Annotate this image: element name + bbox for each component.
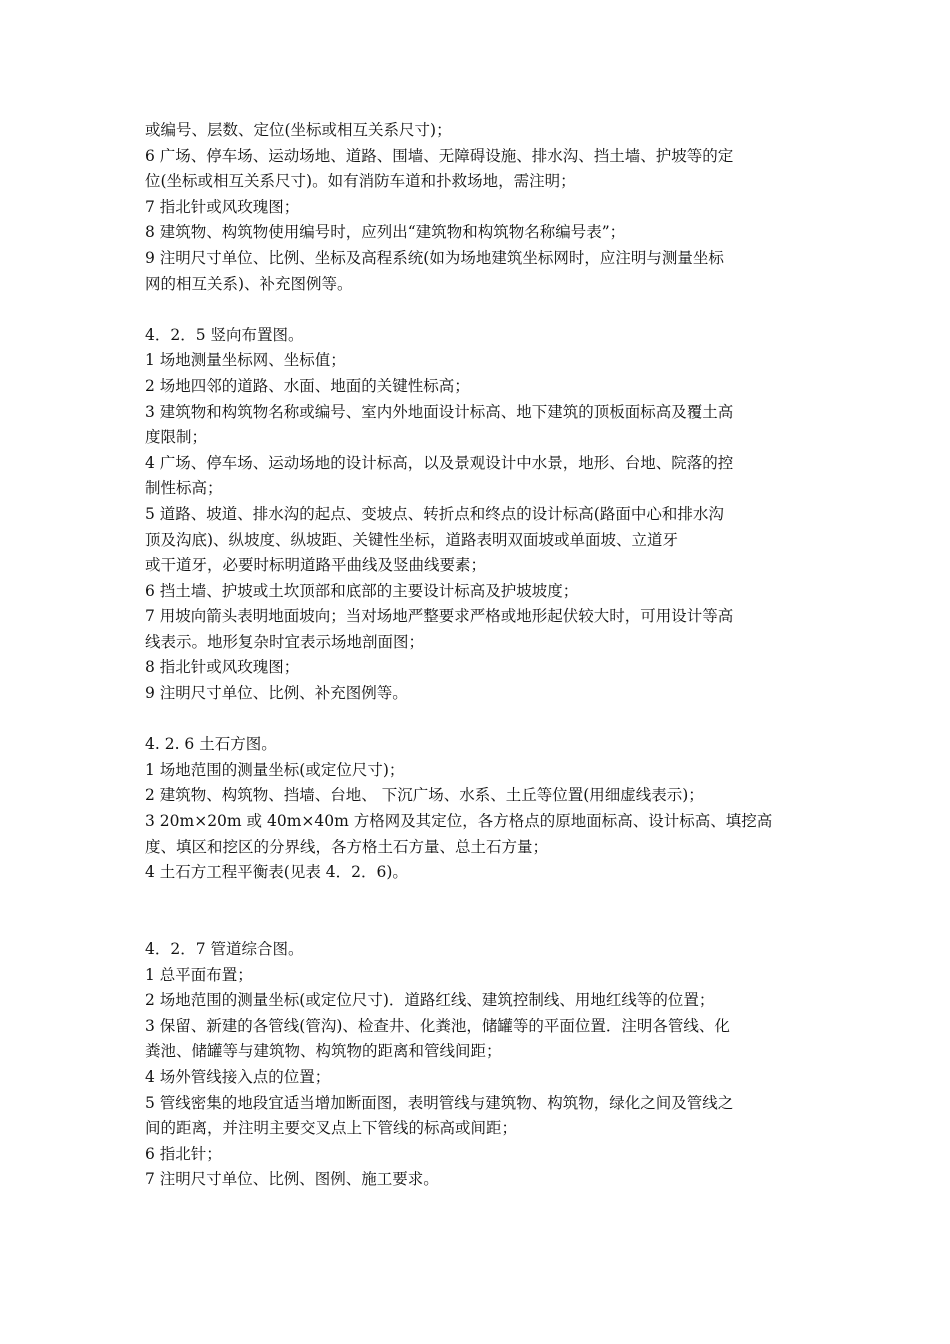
text-line: 6 挡土墙、护坡或土坎顶部和底部的主要设计标高及护坡坡度； bbox=[145, 581, 579, 600]
text-line: 7 注明尺寸单位、比例、图例、施工要求。 bbox=[145, 1170, 439, 1189]
paragraph-gap bbox=[145, 297, 810, 323]
text-line: 1 场地测量坐标网、坐标值； bbox=[145, 351, 346, 370]
section-heading: 4．2．5 竖向布置图。 bbox=[145, 325, 304, 344]
text-line: 粪池、储罐等与建筑物、构筑物的距离和管线间距； bbox=[145, 1042, 502, 1061]
text-line: 5 道路、坡道、排水沟的起点、变坡点、转折点和终点的设计标高(路面中心和排水沟 bbox=[145, 504, 724, 523]
text-line: 网的相互关系)、补充图例等。 bbox=[145, 274, 353, 293]
section-4-2-7 bbox=[145, 937, 810, 1193]
text-line: 2 建筑物、构筑物、挡墙、台地、 下沉广场、水系、土丘等位置(用细虚线表示)； bbox=[145, 786, 704, 805]
section-heading: 4. 2. 6 土石方图。 bbox=[145, 735, 277, 754]
text-line: 或编号、层数、定位(坐标或相互关系尺寸)； bbox=[145, 121, 452, 139]
text-line: 7 用坡向箭头表明地面坡向；当对场地严整要求严格或地形起伏较大时，可用设计等高 bbox=[145, 607, 734, 626]
text-line: 8 指北针或风玫瑰图； bbox=[145, 658, 300, 677]
document-page bbox=[145, 118, 810, 1193]
section-4-2-6 bbox=[145, 732, 810, 886]
text-line: 4 场外管线接入点的位置； bbox=[145, 1067, 331, 1086]
text-line: 3 建筑物和构筑物名称或编号、室内外地面设计标高、地下建筑的顶板面标高及覆土高 bbox=[145, 402, 734, 421]
text-line: 位(坐标或相互关系尺寸)。如有消防车道和扑救场地，需注明； bbox=[145, 172, 576, 191]
text-line: 3 保留、新建的各管线(管沟)、检查井、化粪池，储罐等的平面位置．注明各管线、化 bbox=[145, 1016, 730, 1035]
previous-section-continuation bbox=[145, 118, 810, 297]
text-line: 9 注明尺寸单位、比例、补充图例等。 bbox=[145, 684, 408, 703]
text-line: 4 广场、停车场、运动场地的设计标高，以及景观设计中水景，地形、台地、院落的控 bbox=[145, 453, 734, 472]
text-line: 3 20m×20m 或 40m×40m 方格网及其定位，各方格点的原地面标高、设计标高、填挖高 bbox=[145, 812, 773, 831]
section-4-2-5 bbox=[145, 323, 810, 707]
text-line: 线表示。地形复杂时宜表示场地剖面图； bbox=[145, 632, 425, 651]
text-line: 制性标高； bbox=[145, 479, 223, 498]
text-line: 4 土石方工程平衡表(见表 4．2．6)。 bbox=[145, 863, 408, 882]
text-line: 顶及沟底)、纵坡度、纵坡距、关键性坐标，道路表明双面坡或单面坡、立道牙 bbox=[145, 530, 679, 549]
text-line: 间的距离，并注明主要交叉点上下管线的标高或间距； bbox=[145, 1119, 518, 1138]
text-line: 9 注明尺寸单位、比例、坐标及高程系统(如为场地建筑坐标网时，应注明与测量坐标 bbox=[145, 248, 724, 267]
text-line: 2 场地范围的测量坐标(或定位尺寸)．道路红线、建筑控制线、用地红线等的位置； bbox=[145, 991, 715, 1010]
text-line: 或干道牙，必要时标明道路平曲线及竖曲线要素； bbox=[145, 556, 487, 575]
paragraph-gap bbox=[145, 707, 810, 733]
text-line: 6 指北针； bbox=[145, 1144, 222, 1163]
text-line: 8 建筑物、构筑物使用编号时，应列出“建筑物和构筑物名称编号表”； bbox=[145, 223, 626, 242]
text-line: 1 场地范围的测量坐标(或定位尺寸)； bbox=[145, 760, 405, 779]
text-line: 7 指北针或风玫瑰图； bbox=[145, 197, 300, 216]
text-line: 6 广场、停车场、运动场地、道路、围墙、无障碍设施、排水沟、挡土墙、护坡等的定 bbox=[145, 146, 734, 165]
section-heading: 4．2．7 管道综合图。 bbox=[145, 940, 304, 958]
paragraph-gap bbox=[145, 886, 810, 937]
text-line: 1 总平面布置； bbox=[145, 965, 253, 984]
text-line: 度限制； bbox=[145, 428, 208, 447]
text-line: 5 管线密集的地段宜适当增加断面图，表明管线与建筑物、构筑物，绿化之间及管线之 bbox=[145, 1093, 734, 1112]
text-line: 2 场地四邻的道路、水面、地面的关键性标高； bbox=[145, 376, 470, 395]
text-line: 度、填区和挖区的分界线，各方格土石方量、总土石方量； bbox=[145, 837, 549, 856]
